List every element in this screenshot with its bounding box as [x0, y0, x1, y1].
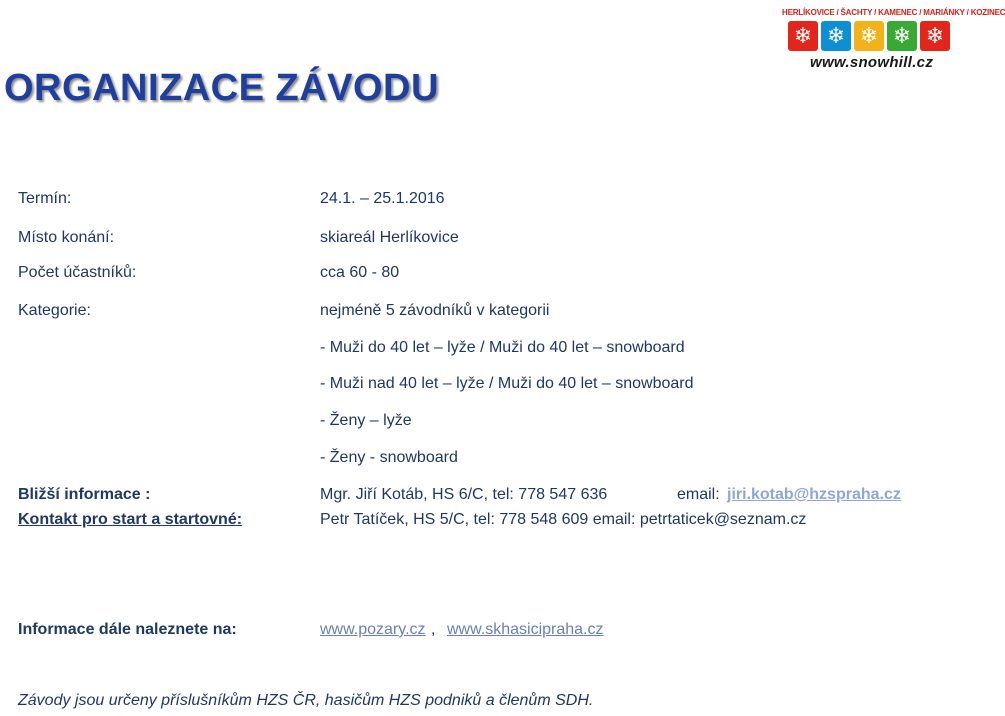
snowflake-icon: ❄: [788, 21, 818, 51]
snowflake-icon: ❄: [920, 21, 950, 51]
kontakt-value: Petr Tatíček, HS 5/C, tel: 778 548 609 email: petrtaticek@seznam.cz: [320, 511, 807, 528]
blizsi-value: Mgr. Jiří Kotáb, HS 6/C, tel: 778 547 636: [320, 486, 608, 503]
kategorie-label: Kategorie:: [18, 302, 91, 319]
category-item: - Muži do 40 let – lyže / Muži do 40 let – snowboard: [320, 339, 685, 356]
link-separator: ,: [431, 621, 436, 638]
pocet-value: cca 60 - 80: [320, 264, 400, 281]
category-item: - Ženy – lyže: [320, 412, 412, 429]
snowhill-logo[interactable]: [780, 4, 1005, 76]
category-item: - Muži nad 40 let – lyže / Muži do 40 let – snowboard: [320, 375, 694, 392]
misto-label: Místo konání:: [18, 229, 115, 246]
logo-snowflakes: [788, 21, 950, 51]
email-link[interactable]: jiri.kotab@hzspraha.cz: [727, 486, 901, 503]
footer-note: Závody jsou určeny příslušníkům HZS ČR, hasičům HZS podniků a členům SDH.: [18, 692, 594, 709]
link-pozary[interactable]: www.pozary.cz: [320, 621, 426, 638]
misto-value: skiareál Herlíkovice: [320, 229, 459, 246]
logo-tagline: HERLÍKOVICE / ŠACHTY / KAMENEC / MARIÁNKY / KOZINEC: [782, 8, 1005, 17]
kontakt-label: Kontakt pro start a startovné:: [18, 511, 243, 528]
page-title: ORGANIZACE ZÁVODU: [4, 67, 439, 109]
email-label: email:: [677, 486, 720, 503]
snowflake-icon: ❄: [887, 21, 917, 51]
logo-url: www.snowhill.cz: [810, 54, 934, 71]
pocet-label: Počet účastníků:: [18, 264, 137, 281]
termin-value: 24.1. – 25.1.2016: [320, 190, 445, 207]
blizsi-label: Bližší informace :: [18, 486, 151, 503]
snowflake-icon: ❄: [854, 21, 884, 51]
snowflake-icon: ❄: [821, 21, 851, 51]
links-label: Informace dále naleznete na:: [18, 621, 237, 638]
link-skhasicipraha[interactable]: www.skhasicipraha.cz: [447, 621, 604, 638]
kategorie-value: nejméně 5 závodníků v kategorii: [320, 302, 550, 319]
termin-label: Termín:: [18, 190, 72, 207]
category-item: - Ženy - snowboard: [320, 449, 458, 466]
